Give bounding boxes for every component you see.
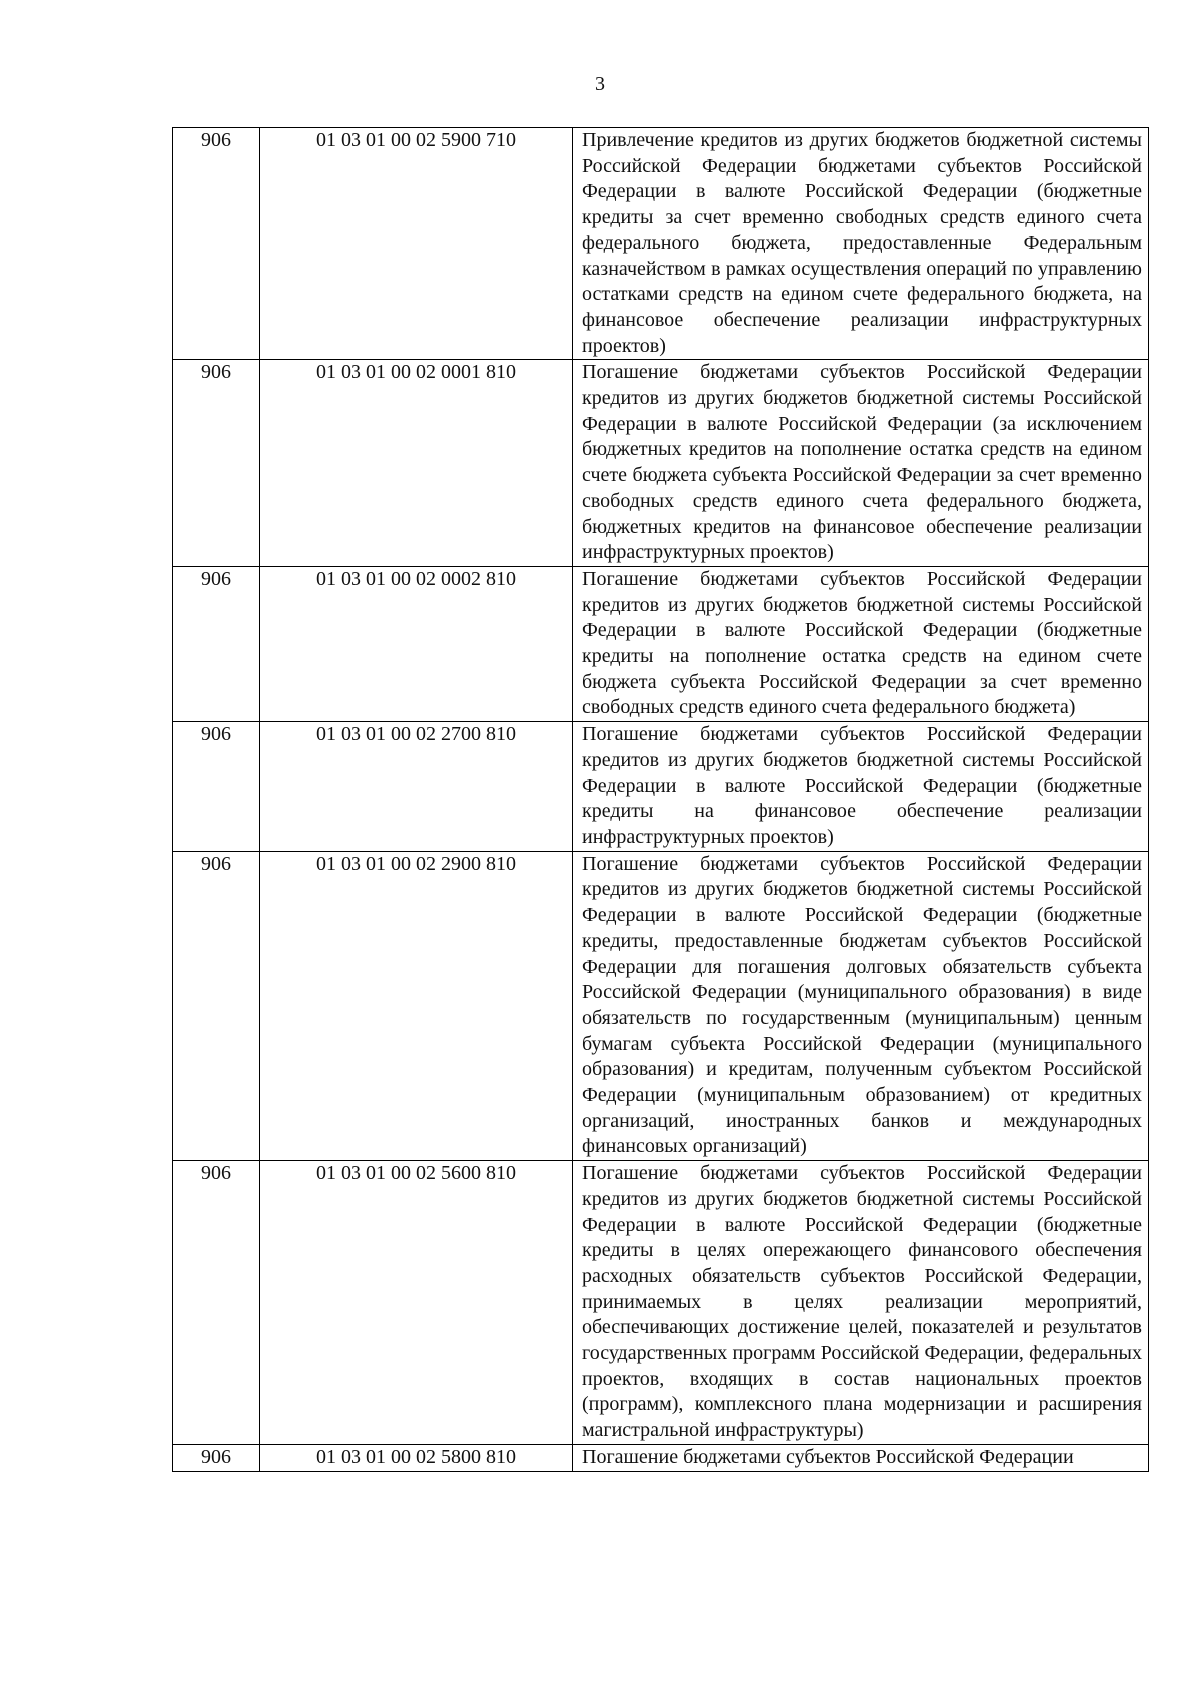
budget-code-cell: 01 03 01 00 02 2900 810 (260, 851, 573, 1160)
table-row (173, 360, 1149, 567)
description-cell: Погашение бюджетами субъектов Российской Федерации (573, 1444, 1149, 1471)
description-cell: Погашение бюджетами субъектов Российской Федерации кредитов из других бюджетов бюджетной системы Российской Федерации в валюте Российской Федерации (бюджетные кредиты на пополнение остатка средств на едином счете бюджета субъекта Российской Федерации за счет временно свободных средств единого счета федерального бюджета) (573, 566, 1149, 721)
budget-code-cell: 01 03 01 00 02 2700 810 (260, 722, 573, 852)
budget-classification-table (172, 127, 1149, 1472)
description-cell: Привлечение кредитов из других бюджетов бюджетной системы Российской Федерации бюджетами субъектов Российской Федерации в валюте Российской Федерации (бюджетные кредиты за счет временно свободных средств единого счета федерального бюджета, предоставленные Федеральным казначейством в рамках осуществления операций по управлению остатками средств на едином счете федерального бюджета, на финансовое обеспечение реализации инфраструктурных проектов) (573, 128, 1149, 360)
budget-code-cell: 01 03 01 00 02 0002 810 (260, 566, 573, 721)
table-row (173, 566, 1149, 721)
budget-code-cell: 01 03 01 00 02 5900 710 (260, 128, 573, 360)
admin-code-cell: 906 (173, 1444, 260, 1471)
budget-code-cell: 01 03 01 00 02 5600 810 (260, 1161, 573, 1445)
budget-code-cell: 01 03 01 00 02 0001 810 (260, 360, 573, 567)
table-row (173, 851, 1149, 1160)
page-number: 3 (595, 73, 605, 95)
table-row (173, 128, 1149, 360)
table-row (173, 722, 1149, 852)
admin-code-cell: 906 (173, 851, 260, 1160)
table-row (173, 1444, 1149, 1471)
description-cell: Погашение бюджетами субъектов Российской Федерации кредитов из других бюджетов бюджетной системы Российской Федерации в валюте Российской Федерации (бюджетные кредиты на финансовое обеспечение реализации инфраструктурных проектов) (573, 722, 1149, 852)
description-cell: Погашение бюджетами субъектов Российской Федерации кредитов из других бюджетов бюджетной системы Российской Федерации в валюте Российской Федерации (бюджетные кредиты в целях опережающего финансового обеспечения расходных обязательств субъектов Российской Федерации, принимаемых в целях реализации мероприятий, обеспечивающих достижение целей, показателей и результатов государственных программ Российской Федерации, федеральных проектов, входящих в состав национальных проектов (программ), комплексного плана модернизации и расширения магистральной инфраструктуры) (573, 1161, 1149, 1445)
description-cell: Погашение бюджетами субъектов Российской Федерации кредитов из других бюджетов бюджетной системы Российской Федерации в валюте Российской Федерации (бюджетные кредиты, предоставленные бюджетам субъектов Российской Федерации для погашения долговых обязательств субъекта Российской Федерации (муниципального образования) в виде обязательств по государственным (муниципальным) ценным бумагам субъекта Российской Федерации (муниципального образования) и кредитам, полученным субъектом Российской Федерации (муниципальным образованием) от кредитных организаций, иностранных банков и международных финансовых организаций) (573, 851, 1149, 1160)
admin-code-cell: 906 (173, 566, 260, 721)
admin-code-cell: 906 (173, 1161, 260, 1445)
budget-code-cell: 01 03 01 00 02 5800 810 (260, 1444, 573, 1471)
admin-code-cell: 906 (173, 360, 260, 567)
table-row (173, 1161, 1149, 1445)
description-cell: Погашение бюджетами субъектов Российской Федерации кредитов из других бюджетов бюджетной системы Российской Федерации в валюте Российской Федерации (за исключением бюджетных кредитов на пополнение остатка средств на едином счете бюджета субъекта Российской Федерации за счет временно свободных средств единого счета федерального бюджета, бюджетных кредитов на финансовое обеспечение реализации инфраструктурных проектов) (573, 360, 1149, 567)
admin-code-cell: 906 (173, 722, 260, 852)
admin-code-cell: 906 (173, 128, 260, 360)
